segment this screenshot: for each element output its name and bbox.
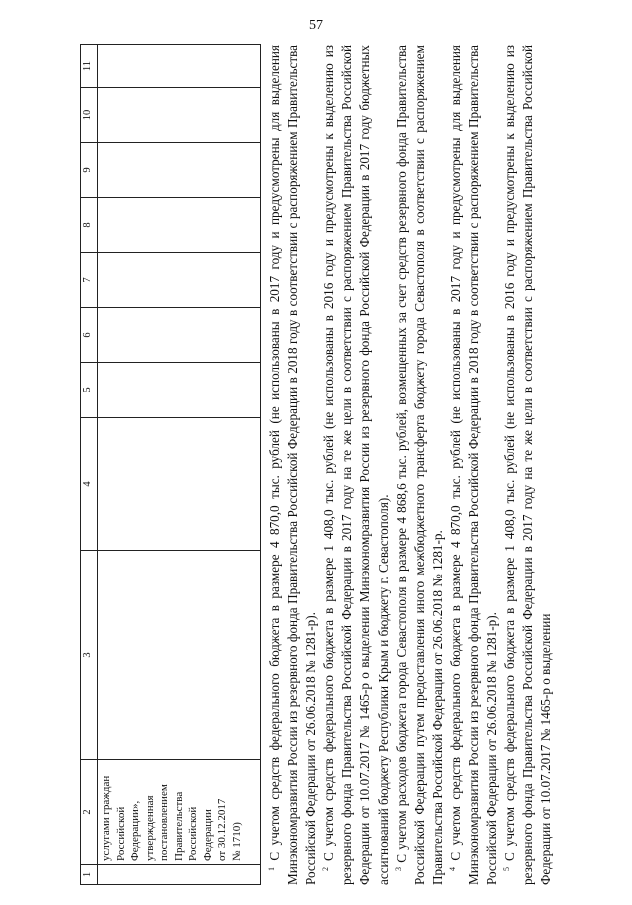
footnote-text: С учетом расходов бюджета города Севастополя в размере 4 868,6 тыс. рублей, возмещенных за счет средств резервного фонда Правительства Российской Федерации путем предоставления иного межбюджетного трансферта бюджету города Севастополя в соответствии с распоряжением Правительства Российской Федерации от 26.06.2018 № 1281-р. bbox=[393, 44, 445, 885]
column-header: 5 bbox=[81, 363, 98, 418]
footnotes bbox=[266, 45, 612, 885]
cell-line: постановлением bbox=[158, 784, 170, 861]
rotated-page-content bbox=[80, 45, 612, 885]
table-cell bbox=[98, 308, 261, 363]
table-cell bbox=[98, 418, 261, 551]
footnote-text: С учетом средств федерального бюджета в размере 1 408,0 тыс. рублей (не использованы в 2016 году и предусмотрены к выделению из резервного фонда Правительства Российской Федерации в 2017 году на те же цели в соответствии с распоряжением Правительства Российской Федерации от 10.07.2017 № 1465-р о выделении Минэкономразвития России из резервного фонда Российской Федерации в 2017 году бюджетных ассигнований бюджету Республики Крым и бюджету г. Севастополя). bbox=[321, 44, 391, 885]
table-cell bbox=[98, 88, 261, 143]
column-header: 4 bbox=[81, 418, 98, 551]
column-header: 11 bbox=[81, 45, 98, 88]
table-cell bbox=[98, 363, 261, 418]
table-cell bbox=[98, 865, 261, 885]
cell-line: услугами граждан bbox=[100, 775, 112, 861]
footnote-mark: 1 bbox=[267, 867, 276, 871]
column-header: 9 bbox=[81, 143, 98, 198]
footnote-mark: 5 bbox=[502, 867, 512, 871]
column-header: 8 bbox=[81, 198, 98, 253]
table-header-row bbox=[81, 45, 98, 885]
table-cell bbox=[98, 198, 261, 253]
footnote bbox=[501, 45, 555, 885]
footnote-text: С учетом средств федерального бюджета в размере 4 870,0 тыс. рублей (не использованы в 2017 году и предусмотрены для выделения Минэкономразвития России из резервного фонда Правительства Российской Федерации в 2018 году в соответствии с распоряжением Правительства Российской Федерации от 26.06.2018 № 1281-р). bbox=[447, 45, 500, 885]
footnote-mark: 2 bbox=[321, 867, 331, 871]
footnote-text: С учетом средств федерального бюджета в размере 4 870,0 тыс. рублей (не использованы в 2017 году и предусмотрены для выделения Минэкономразвития России из резервного фонда Правительства Российской Федерации в 2018 году в соответствии с распоряжением Правительства Российской Федерации от 26.06.2018 № 1281-р). bbox=[267, 45, 319, 885]
footnote bbox=[320, 45, 392, 885]
column-header: 2 bbox=[81, 760, 98, 865]
column-header: 7 bbox=[81, 253, 98, 308]
cell-line: Федерации bbox=[201, 809, 214, 861]
footnote-mark: 3 bbox=[393, 867, 403, 871]
column-header: 1 bbox=[81, 865, 98, 885]
table-cell bbox=[98, 45, 261, 88]
table-cell bbox=[98, 551, 261, 760]
column-header: 3 bbox=[81, 551, 98, 760]
footnote bbox=[266, 45, 320, 885]
footnote-text: С учетом средств федерального бюджета в размере 1 408,0 тыс. рублей (не использованы в 2016 году и предусмотрены к выделению из резервного фонда Правительства Российской Федерации в 2017 году на те же цели в соответствии с распоряжением Правительства Российской Федерации от 10.07.2017 № 1465-р о выделении bbox=[502, 44, 554, 885]
table-cell bbox=[98, 143, 261, 198]
cell-line: Федерации», bbox=[129, 800, 141, 861]
cell-line: Российской bbox=[114, 806, 127, 861]
cell-line: № 1710) bbox=[230, 822, 243, 861]
cell-line: от 30.12.2017 bbox=[216, 798, 228, 861]
budget-table bbox=[80, 44, 261, 885]
table-cell bbox=[98, 253, 261, 308]
footnote bbox=[447, 45, 501, 885]
footnote-mark: 4 bbox=[447, 867, 457, 871]
table-cell-description bbox=[98, 760, 261, 865]
footnote bbox=[393, 45, 447, 885]
cell-line: Правительства bbox=[172, 791, 185, 861]
column-header: 6 bbox=[81, 308, 98, 363]
cell-line: утвержденная bbox=[143, 795, 156, 861]
column-header: 10 bbox=[81, 88, 98, 143]
cell-line: Российской bbox=[187, 806, 199, 861]
page-number: 57 bbox=[309, 18, 323, 33]
table-row bbox=[98, 45, 261, 885]
